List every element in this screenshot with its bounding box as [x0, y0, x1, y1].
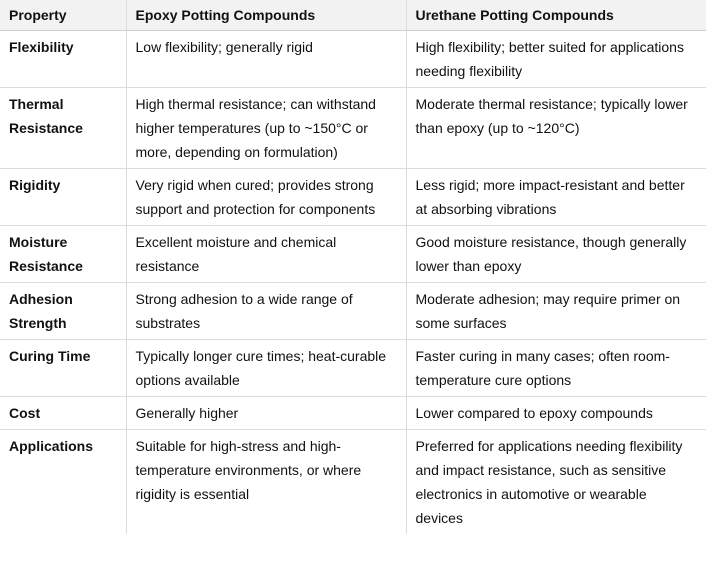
table-header-row	[0, 0, 706, 31]
row-urethane-value: Lower compared to epoxy compounds	[406, 397, 706, 430]
table-row	[0, 340, 706, 397]
row-urethane-value: Moderate thermal resistance; typically lower than epoxy (up to ~120°C)	[406, 88, 706, 169]
table-row	[0, 169, 706, 226]
row-property: Thermal Resistance	[0, 88, 126, 169]
header-urethane: Urethane Potting Compounds	[406, 0, 706, 31]
row-property: Applications	[9, 438, 94, 454]
row-urethane-value: Moderate adhesion; may require primer on some surfaces	[406, 283, 706, 340]
table-row	[0, 31, 706, 88]
table-row	[0, 397, 706, 430]
row-property: Flexibility	[0, 31, 126, 88]
header-property: Property	[0, 0, 126, 31]
row-epoxy-value: Low flexibility; generally rigid	[126, 31, 406, 88]
row-epoxy-value: High thermal resistance; can withstand higher temperatures (up to ~150°C or more, depending on formulation)	[126, 88, 406, 169]
row-urethane-value: Preferred for applications needing flexibility and impact resistance, such as sensitive electronics in automotive or wearable devices	[406, 430, 706, 535]
row-epoxy-value: Strong adhesion to a wide range of substrates	[126, 283, 406, 340]
row-epoxy-value: Suitable for high-stress and high-temperature environments, or where rigidity is essential	[126, 430, 406, 535]
row-property: Rigidity	[0, 169, 126, 226]
table-row	[0, 430, 706, 535]
table-row	[0, 226, 706, 283]
row-property: Moisture Resistance	[0, 226, 126, 283]
row-urethane-value: Good moisture resistance, though generally lower than epoxy	[406, 226, 706, 283]
row-urethane-value: High flexibility; better suited for applications needing flexibility	[406, 31, 706, 88]
header-epoxy: Epoxy Potting Compounds	[126, 0, 406, 31]
table-row	[0, 88, 706, 169]
row-epoxy-value: Typically longer cure times; heat-curable options available	[126, 340, 406, 397]
row-property: Adhesion Strength	[0, 283, 126, 340]
row-urethane-value: Faster curing in many cases; often room-temperature cure options	[406, 340, 706, 397]
row-urethane-value: Less rigid; more impact-resistant and better at absorbing vibrations	[406, 169, 706, 226]
row-epoxy-value: Excellent moisture and chemical resistance	[126, 226, 406, 283]
table-row	[0, 283, 706, 340]
row-epoxy-value: Generally higher	[126, 397, 406, 430]
row-epoxy-value: Very rigid when cured; provides strong support and protection for components	[126, 169, 406, 226]
row-property: Cost	[0, 397, 126, 430]
row-property: Curing Time	[0, 340, 126, 397]
